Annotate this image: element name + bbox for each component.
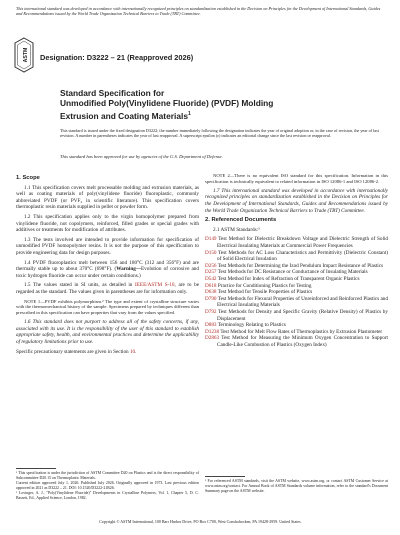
title-footnote-marker: 1 [187,110,191,117]
reference-link[interactable]: D542 [205,275,217,282]
reference-title: Test Method for Tensile Properties of Plastics [216,289,313,296]
title-line: Unmodified Poly(Vinylidene Fluoride) (PVDF) Molding [60,98,274,109]
reference-title: Test Methods for Determining the Izod Pendulum Impact Resistance of Plastics [216,262,384,269]
section-heading-scope: 1. Scope [16,175,40,181]
svg-text:ASTM: ASTM [23,47,29,63]
footnote-3: ³ For referenced ASTM standards, visit the ASTM website, www.astm.org, or contact ASTM Customer Service at www.astm.org/contact. For Annual Book of ASTM Standards volume information, refer to the standard's Document Summary page on the ASTM website. [205,479,388,493]
footnotes-left [16,471,199,501]
reference-title: Test Method for Melt Flow Rates of Thermoplastics by Extrusion Plastometer [219,328,383,335]
reference-title: Test Methods for DC Resistance or Conductance of Insulating Materials [216,269,368,276]
note-2: NOTE 2—There is no equivalent ISO standard for this specification. Information in this specification is technically equivalent to related information in ISO 12086-1 and ISO 12086-2. [205,173,388,184]
reference-link[interactable]: D257 [205,269,217,276]
reference-link[interactable]: D149 [205,236,217,243]
reference-item [205,236,388,249]
reference-title: Test Methods for AC Loss Characteristics and Permittivity (Dielectric Constant) of Solid Electrical Insulation [216,249,388,263]
reference-title: Test Method for Dielectric Breakdown Voltage and Dielectric Strength of Solid Electrical Insulating Materials at Commercial Power Frequencies [216,236,388,249]
reference-item [205,289,388,296]
paragraph-text: Specific precautionary statements are given in Section [16,348,130,355]
title-line-text: Extrusion and Coating Materials [60,110,188,121]
paragraph-text: , are to be regarded as the standard. The values given in parentheses are for information only. [16,282,200,295]
footnote-edition: Current edition approved July 1, 2026. Published July 2026. Originally approved in 1973. Last previous edition approved in 2021 as D3222 – 21. DOI: 10.1520/D3222-21R26. [16,481,199,490]
reference-item [205,322,388,329]
ieee-astm-link[interactable]: IEEE/ASTM S-10 [135,282,175,289]
reference-item [205,335,388,348]
reference-title: Practice for Conditioning Plastics for Testing [216,282,312,289]
reference-link[interactable]: D1238 [205,328,220,335]
paragraph-1-6: 1.6 This standard does not purport to address all of the safety concerns, if any, associated with its use. It is the responsibility of the user of this standard to establish appropriate safety, health, and environmental practices and determine the applicability of regulatory limitations prior to use. [16,319,199,345]
reference-link[interactable]: D256 [205,262,217,269]
reference-link[interactable]: D792 [205,308,217,315]
paragraph-1-4 [16,260,199,280]
reference-list [205,236,388,348]
footnote-2: ² Lovinger, A. J., "Poly(Vinylidene Fluoride)" Developments in Crystalline Polymers, Vol. 1, Chapter 5, D. C. Bassett, Ed., Applied Science, London, 1982. [16,491,199,500]
title-line: Standard Specification for [60,88,165,98]
paragraph-1-1: 1.1 This specification covers melt processable molding and extrusion materials, as well as coating materials of poly(vinylidene fluoride) fluoroplastic, commonly abbreviated PVDF (or PVF₂ in scientific literature). This specification covers thermoplastic resin materials supplied in pellet or powder form. [16,184,199,211]
reference-link[interactable]: D638 [205,289,217,296]
paragraph-1-2: 1.2 This specification applies only to the virgin homopolymer prepared from vinylidene fluoride, not copolymers, reinforced, filled grades or special grades with additives or treatments for modification of attributes. [16,213,199,234]
reference-item [205,269,388,276]
paragraph-1-5 [16,282,199,295]
title-line [60,109,360,121]
approval-note: This standard has been approved for use by agencies of the U.S. Department of Defense. [60,154,223,159]
section-10-link[interactable]: 10 [129,348,136,355]
note-1: NOTE 1—PVDF exhibits polymorphism.² The type and extent of crystalline structure varies with the thermomechanical history of the sample. Specimens prepared by techniques different than prescribed in this specification can have properties that vary from the values specified. [16,298,199,316]
reference-item [205,296,388,309]
reference-item [205,309,388,322]
designation: Designation: D3222 – 21 (Reapproved 2026) [40,53,194,62]
section-heading-references: 2. Referenced Documents [205,217,277,224]
document-title [60,88,360,121]
reference-title: Test Method for Index of Refraction of Transparent Organic Plastics [216,275,360,282]
right-column [205,173,388,348]
warning-label: Warning— [116,266,142,273]
paragraph-text: 1.5 The values stated in SI units, as detailed in [24,282,135,289]
precaution-line [16,349,199,356]
footnote-divider [16,468,56,469]
reference-title: Terminology Relating to Plastics [216,322,286,329]
paragraph-text: . [135,348,137,355]
paragraph-text: 1.4 PVDF fluoroplastics melt between 156 and 180°C (312 and 356°F) and are thermally stable up to about 370°C (698°F). ( [16,259,199,273]
reference-item [205,250,388,263]
reference-link[interactable]: D150 [205,249,217,256]
left-column [16,173,199,358]
reference-item [205,276,388,283]
footnote-1: ¹ This specification is under the jurisdiction of ASTM Committee D20 on Plastics and is the direct responsibility of Subcommittee D20.15 on Thermoplastic Materials. [16,471,199,480]
astm-standards-label: 2.1 ASTM Standards:³ [213,226,260,233]
reference-link[interactable]: D883 [205,322,217,329]
paragraph-text: Evolution of corrosive and toxic hydrogen fluoride can occur under certain conditions.) [16,266,199,279]
reference-link[interactable]: D618 [205,282,217,289]
top-notice: This international standard was developed in accordance with internationally recognized principles on standardization established in the Decision on Principles for the Development of International Standards, Guides and Recommendations issued by the World Trade Organization Technical Barriers to Trade (TBT) Committee. [16,6,381,17]
copyright-line: Copyright © ASTM International, 100 Barr Harbor Drive, PO Box C700, West Conshohocken, PA 19428-2959. United States [99,519,301,524]
reference-title: Test Methods for Density and Specific Gravity (Relative Density) of Plastics by Displacement [216,308,388,322]
reference-link[interactable]: D790 [205,295,217,302]
reference-title: Test Method for Measuring the Minimum Oxygen Concentration to Support Candle-Like Combustion of Plastics (Oxygen Index) [217,335,388,348]
paragraph-1-7: 1.7 This international standard was developed in accordance with internationally recognized principles on standardization established in the Decision on Principles for the Development of International Standards, Guides and Recommendations issued by the World Trade Organization Technical Barriers to Trade (TBT) Committee. [205,187,388,214]
reference-link[interactable]: D2863 [205,335,220,342]
paragraph-1-3: 1.3 The tests involved are intended to provide information for specification of unmodified PVDF homopolymer resins. It is not the purpose of this specification to provide engineering data for design purposes. [16,236,199,256]
reference-title: Test Methods for Flexural Properties of Unreinforced and Reinforced Plastics and Electrical Insulating Materials [216,295,388,309]
astm-logo-icon [14,37,34,73]
footnote-divider [205,476,245,477]
issue-note: This standard is issued under the fixed designation D3222; the number immediately following the designation indicates the year of original adoption or, in the case of revision, the year of last revision. A number in parentheses indicates the year of last reapproval. A superscript epsilon (ε) indicates an editorial change since the last revision or reapproval. [60,128,379,139]
